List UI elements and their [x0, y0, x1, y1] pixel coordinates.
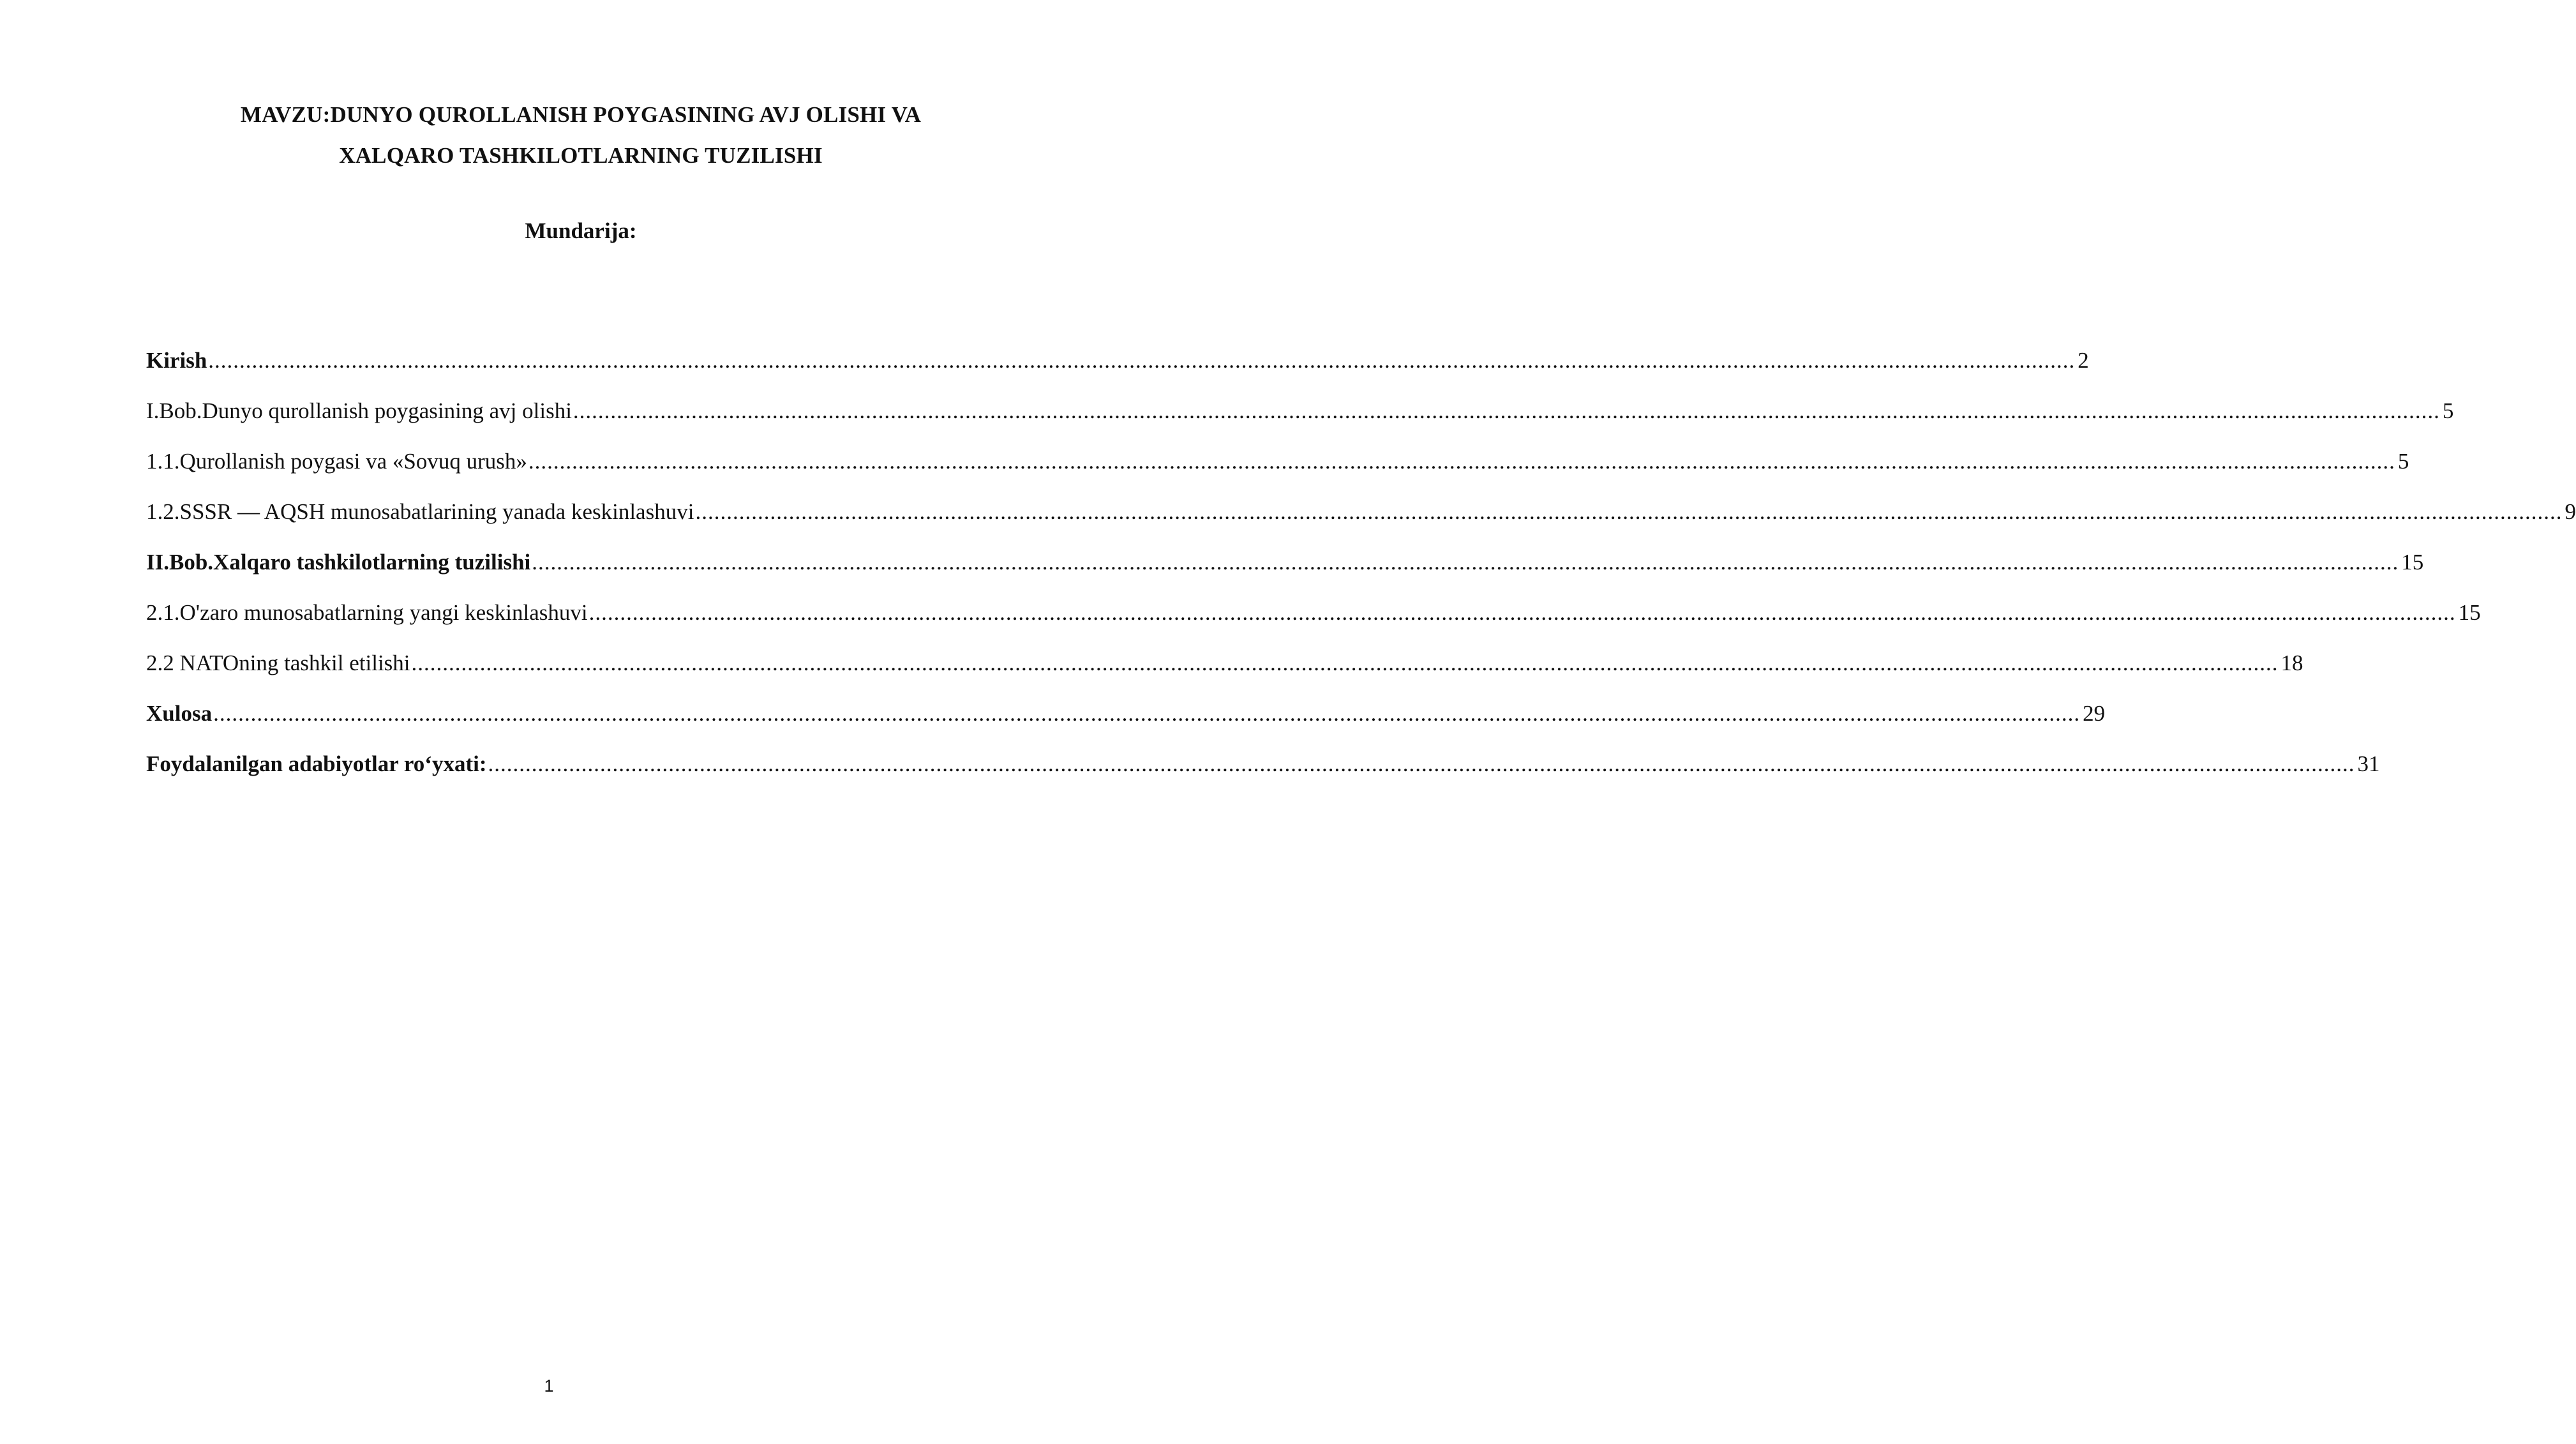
toc-item-section-2-1[interactable]	[146, 597, 2481, 647]
toc-item-page: 5	[2442, 398, 2454, 423]
toc-item-chapter-2[interactable]	[146, 546, 2424, 597]
toc-item-xulosa[interactable]	[146, 698, 2106, 748]
toc-item-page: 9	[2565, 499, 2576, 524]
toc-item-label: 2.2 NATOning tashkil etilishi	[146, 651, 410, 675]
toc-leader-dots: ............................................................................................................................................................................................................................................................................................................	[532, 550, 2399, 575]
toc-leader-dots: ............................................................................................................................................................................................................................................................................................................	[695, 499, 2563, 524]
toc-item-page: 2	[2078, 348, 2089, 373]
toc-item-page: 5	[2397, 449, 2409, 474]
toc-item-section-1-2[interactable]	[146, 496, 2576, 546]
toc-heading: Mundarija:	[525, 218, 637, 243]
toc-item-label: I.Bob.Dunyo qurollanish poygasining avj olishi	[146, 398, 572, 423]
toc-item-label: 1.2.SSSR — AQSH munosabatlarining yanada keskinlashuvi	[146, 499, 694, 524]
title-line-2: XALQARO TASHKILOTLARNING TUZILISHI	[339, 143, 823, 168]
toc-item-chapter-1[interactable]	[146, 395, 2454, 446]
toc-item-label: II.Bob.Xalqaro tashkilotlarning tuzilishi	[146, 550, 531, 575]
page-number: 1	[544, 1376, 554, 1395]
toc-item-page: 15	[2401, 550, 2424, 575]
toc-leader-dots: ............................................................................................................................................................................................................................................................................................................	[213, 701, 2081, 726]
toc-leader-dots: ............................................................................................................................................................................................................................................................................................................	[488, 751, 2355, 776]
toc-item-page: 31	[2357, 751, 2380, 776]
toc-item-section-2-2[interactable]	[146, 647, 2303, 698]
toc-item-label: Kirish	[146, 348, 207, 373]
toc-item-label: Xulosa	[146, 701, 213, 726]
toc-item-label: 1.1.Qurollanish poygasi va «Sovuq urush»	[146, 449, 527, 474]
toc-leader-dots: ............................................................................................................................................................................................................................................................................................................	[411, 651, 2279, 675]
toc-leader-dots: ............................................................................................................................................................................................................................................................................................................	[208, 348, 2076, 373]
toc-item-kirish[interactable]	[146, 345, 2089, 395]
toc-item-section-1-1[interactable]	[146, 446, 2409, 496]
document-title	[191, 94, 970, 176]
toc-item-references[interactable]	[146, 748, 2380, 799]
title-line-1: MAVZU:DUNYO QUROLLANISH POYGASINING AVJ OLISHI VA	[240, 102, 922, 127]
table-of-contents	[146, 345, 2576, 799]
toc-item-page: 18	[2280, 651, 2303, 675]
toc-item-label: Foydalanilgan adabiyotlar ro‘yxati:	[146, 751, 487, 776]
toc-leader-dots: ............................................................................................................................................................................................................................................................................................................	[573, 398, 2440, 423]
toc-item-page: 29	[2083, 701, 2106, 726]
toc-leader-dots: ............................................................................................................................................................................................................................................................................................................	[588, 600, 2456, 625]
toc-item-label: 2.1.O'zaro munosabatlarning yangi keskinlashuvi	[146, 600, 588, 625]
toc-item-page: 15	[2458, 600, 2481, 625]
toc-leader-dots: ............................................................................................................................................................................................................................................................................................................	[528, 449, 2395, 474]
